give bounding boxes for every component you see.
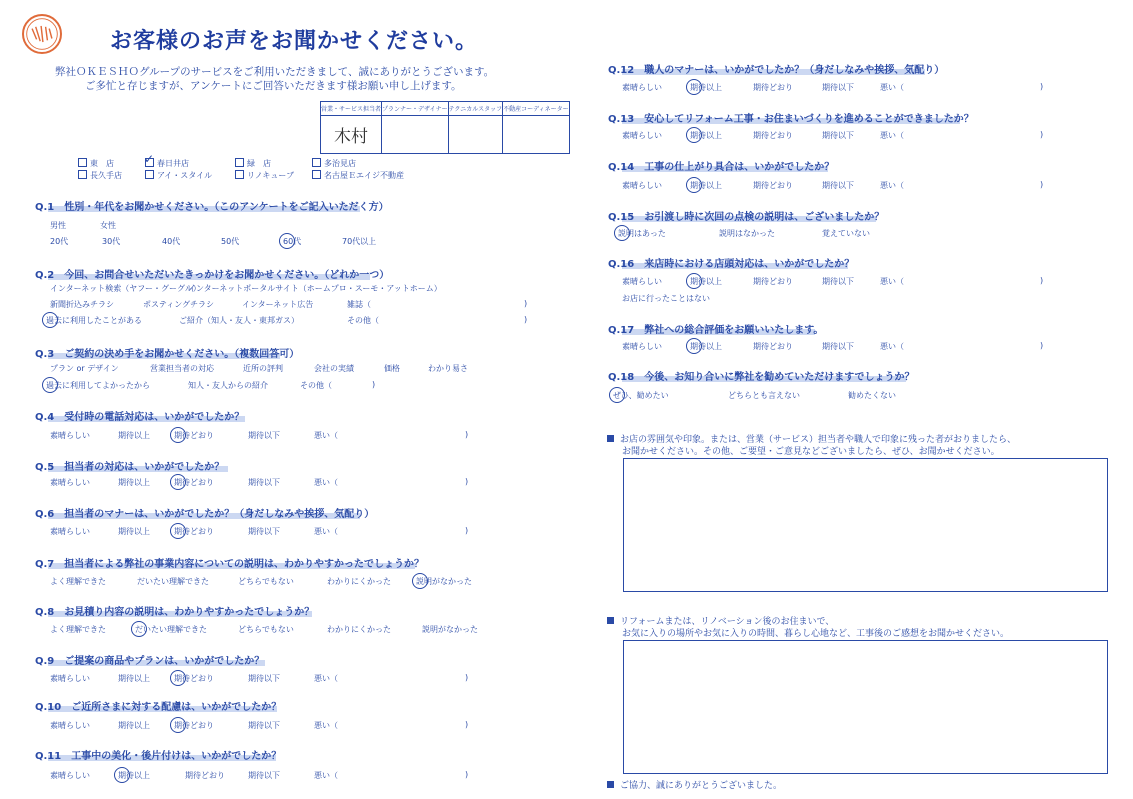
answer-option[interactable]: 知人・友人からの紹介	[188, 381, 268, 390]
answer-option[interactable]: 期待どおり	[174, 478, 214, 487]
answer-option[interactable]: 素晴らしい	[622, 131, 662, 140]
selected-answer-circle	[42, 312, 58, 328]
shop-checkbox-midori[interactable]: 緑 店	[235, 158, 271, 169]
checkbox-icon	[78, 170, 87, 179]
answer-option[interactable]: 期待以上	[690, 342, 722, 351]
answer-option[interactable]: 会社の実績	[314, 364, 354, 373]
thanks-message: ご協力、誠にありがとうございました。	[607, 778, 782, 791]
selected-answer-circle	[42, 377, 58, 393]
answer-option[interactable]: 期待以上	[118, 674, 150, 683]
answer-option[interactable]: 素晴らしい	[50, 721, 90, 730]
answer-option[interactable]: ポスティングチラシ	[143, 300, 215, 309]
right-question-4: Q.15 お引渡し時に次回の点検の説明は、ございましたか？	[608, 212, 885, 223]
answer-option[interactable]: 期待以上	[690, 181, 722, 190]
answer-option[interactable]: 素晴らしい	[50, 771, 90, 780]
selected-answer-circle	[131, 621, 147, 637]
answer-option[interactable]: 60代	[283, 237, 302, 246]
selected-answer-circle	[170, 523, 186, 539]
shop-checkbox-nagoya-eage[interactable]: 名古屋Ｅエイジ不動産	[312, 170, 404, 181]
answer-option[interactable]: 素晴らしい	[50, 674, 90, 683]
answer-option[interactable]: ご紹介（知人・友人・東邦ガス）	[179, 316, 299, 325]
answer-option[interactable]: 期待どおり	[174, 431, 214, 440]
company-seal	[22, 14, 62, 54]
answer-option[interactable]: 説明はなかった	[719, 229, 775, 238]
answer-option[interactable]: 過去に利用してよかったから	[46, 381, 150, 390]
answer-option[interactable]: 女性	[100, 221, 116, 230]
answer-option: 悪い（	[880, 83, 904, 92]
answer-option[interactable]: 期待どおり	[753, 181, 793, 190]
answer-option[interactable]: 説明はあった	[618, 229, 666, 238]
answer-option[interactable]: 期待以上	[690, 277, 722, 286]
answer-option[interactable]: 期待以下	[248, 431, 280, 440]
selected-answer-circle	[170, 717, 186, 733]
left-question-7: Q.7 担当者による弊社の事業内容についての説明は、わかりやすかったでしょうか？	[35, 559, 425, 570]
answer-option[interactable]: わかりにくかった	[327, 625, 391, 634]
staff-value-planner[interactable]	[382, 116, 449, 154]
answer-option[interactable]: 素晴らしい	[622, 83, 662, 92]
answer-option: )	[524, 315, 528, 324]
answer-option[interactable]: 30代	[102, 237, 121, 246]
answer-option[interactable]: ぜひ、勧めたい	[613, 391, 669, 400]
answer-option[interactable]: だいたい理解できた	[137, 577, 209, 586]
answer-option[interactable]: 期待以上	[118, 527, 150, 536]
square-bullet-icon	[607, 617, 614, 624]
right-question-1: Q.12 職人のマナーは、いかがでしたか？（身だしなみや挨拶、気配り）	[608, 65, 945, 76]
shop-checkbox-tajimi[interactable]: 多治見店	[312, 158, 356, 169]
answer-option[interactable]: 期待どおり	[753, 342, 793, 351]
answer-option: )	[1040, 180, 1044, 189]
answer-option[interactable]: 期待以下	[248, 478, 280, 487]
answer-option: 悪い（	[880, 277, 904, 286]
checkbox-icon	[78, 158, 87, 167]
check-mark-icon: ✓	[144, 152, 155, 166]
answer-option[interactable]: 期待以下	[248, 674, 280, 683]
answer-option[interactable]: わかり易さ	[428, 364, 468, 373]
selected-answer-circle	[609, 387, 625, 403]
answer-option: 悪い（	[314, 527, 338, 536]
answer-option[interactable]: 期待以下	[822, 181, 854, 190]
staff-value-realestate[interactable]	[503, 116, 570, 154]
answer-option[interactable]: 新聞折込みチラシ	[50, 300, 114, 309]
answer-option[interactable]: 期待以上	[118, 721, 150, 730]
answer-option[interactable]: 20代	[50, 237, 69, 246]
answer-option[interactable]: 期待どおり	[185, 771, 225, 780]
answer-option[interactable]: 過去に利用したことがある	[46, 316, 142, 325]
answer-option: )	[1040, 82, 1044, 91]
answer-option[interactable]: だいたい理解できた	[135, 625, 207, 634]
answer-option: )	[465, 526, 469, 535]
checkbox-icon	[312, 170, 321, 179]
answer-option: 悪い（	[314, 771, 338, 780]
shop-checkbox-renocube[interactable]: リノキューブ	[235, 170, 294, 181]
answer-option[interactable]: インターネット検索（ヤフー・グーグル）	[50, 284, 201, 293]
selected-answer-circle	[412, 573, 428, 589]
answer-option: )	[1040, 130, 1044, 139]
answer-option[interactable]: 期待以下	[248, 771, 280, 780]
answer-option[interactable]: どちらでもない	[238, 577, 294, 586]
answer-option[interactable]: 覚えていない	[822, 229, 870, 238]
answer-option: )	[1040, 341, 1044, 350]
answer-option: )	[465, 770, 469, 779]
intro-line-2: ご多忙と存じますが、アンケートにご回答いただきます様お願い申し上げます。	[85, 80, 462, 92]
answer-option[interactable]: 説明がなかった	[416, 577, 472, 586]
answer-option[interactable]: 素晴らしい	[50, 478, 90, 487]
staff-header-realestate: 不動産コーディネーター	[503, 102, 570, 116]
checkbox-icon	[235, 170, 244, 179]
answer-option[interactable]: 期待以下	[822, 277, 854, 286]
staff-value-sales[interactable]: 木村	[321, 116, 382, 154]
selected-answer-circle	[686, 338, 702, 354]
answer-option[interactable]: 期待以下	[822, 342, 854, 351]
answer-option[interactable]: 期待以下	[822, 131, 854, 140]
staff-table	[320, 101, 570, 154]
answer-option: )	[465, 430, 469, 439]
checkbox-icon	[312, 158, 321, 167]
answer-option[interactable]: 期待以上	[118, 431, 150, 440]
answer-option[interactable]: 期待どおり	[174, 721, 214, 730]
answer-option[interactable]: どちらでもない	[238, 625, 294, 634]
shop-checkbox-istyle[interactable]: アイ・スタイル	[145, 170, 212, 181]
right-question-5: Q.16 来店時における店頭対応は、いかがでしたか？	[608, 259, 855, 270]
answer-option[interactable]: どちらとも言えない	[728, 391, 800, 400]
answer-option[interactable]: 素晴らしい	[50, 431, 90, 440]
answer-option[interactable]: 期待どおり	[753, 83, 793, 92]
left-question-2: Q.2 今回、お問合せいただいたきっかけをお聞かせください。（どれか一つ）	[35, 270, 390, 281]
answer-option[interactable]: よく理解できた	[50, 577, 106, 586]
answer-option: 悪い（	[314, 431, 338, 440]
answer-option[interactable]: 期待以下	[248, 721, 280, 730]
answer-option: 悪い（	[314, 478, 338, 487]
answer-option[interactable]: お店に行ったことはない	[622, 294, 710, 303]
staff-value-technical[interactable]	[448, 116, 502, 154]
answer-option: その他（	[347, 316, 379, 325]
answer-option[interactable]: よく理解できた	[50, 625, 106, 634]
answer-option[interactable]: 男性	[50, 221, 66, 230]
answer-option[interactable]: 期待以上	[118, 771, 150, 780]
answer-option: )	[1040, 276, 1044, 285]
answer-option: 悪い（	[880, 342, 904, 351]
left-question-9: Q.9 ご提案の商品やプランは、いかがでしたか？	[35, 656, 265, 667]
answer-option[interactable]: 期待どおり	[753, 277, 793, 286]
comment-1-label-2: お聞かせください。その他、ご要望・ご意見などございましたら、ぜひ、お聞かせください。	[622, 447, 1000, 457]
staff-header-technical: テクニカルスタッフ	[448, 102, 502, 116]
answer-option[interactable]: 近所の評判	[243, 364, 283, 373]
left-question-3: Q.3 ご契約の決め手をお聞かせください。（複数回答可）	[35, 349, 300, 360]
answer-option[interactable]: 期待以下	[248, 527, 280, 536]
answer-option[interactable]: 素晴らしい	[622, 277, 662, 286]
right-question-6: Q.17 弊社への総合評価をお願いいたします。	[608, 325, 824, 336]
answer-option: 悪い（	[880, 131, 904, 140]
answer-option: )	[465, 477, 469, 486]
selected-answer-circle	[170, 474, 186, 490]
answer-option[interactable]: 素晴らしい	[622, 181, 662, 190]
left-question-10: Q.10 ご近所さまに対する配慮は、いかがでしたか？	[35, 702, 282, 713]
answer-option[interactable]: インターネット広告	[242, 300, 314, 309]
comment-1-label: お店の雰囲気や印象。または、営業（サービス）担当者や職人で印象に残った者がおりましたら、	[607, 432, 1016, 445]
answer-option[interactable]: 期待以上	[690, 83, 722, 92]
shop-checkbox-higashi[interactable]: 東 店	[78, 158, 114, 169]
intro-line-1: 弊社ＯＫＥＳＨＯグループのサービスをご利用いただきまして、誠にありがとうございます。	[55, 66, 495, 78]
seal-mark-icon	[24, 16, 60, 52]
right-question-2: Q.13 安心してリフォーム工事・お住まいづくりを進めることができましたか？	[608, 114, 974, 125]
comment-1-textarea[interactable]	[623, 458, 1108, 592]
answer-option[interactable]: 勧めたくない	[848, 391, 896, 400]
answer-option[interactable]: 説明がなかった	[422, 625, 478, 634]
staff-header-sales: 営業・サービス担当者	[321, 102, 382, 116]
checkbox-icon	[235, 158, 244, 167]
checkbox-icon	[145, 170, 154, 179]
answer-option[interactable]: 期待以上	[690, 131, 722, 140]
answer-option[interactable]: プラン or デザイン	[50, 364, 119, 373]
answer-option: 悪い（	[880, 181, 904, 190]
answer-option: 悪い（	[314, 721, 338, 730]
square-bullet-icon	[607, 781, 614, 788]
answer-option[interactable]: 素晴らしい	[622, 342, 662, 351]
answer-option[interactable]: 期待以下	[822, 83, 854, 92]
left-question-8: Q.8 お見積り内容の説明は、わかりやすかったでしょうか？	[35, 607, 315, 618]
selected-answer-circle	[686, 79, 702, 95]
comment-2-label: リフォームまたは、リノベーション後のお住まいで、	[607, 614, 834, 627]
selected-answer-circle	[614, 225, 630, 241]
answer-option[interactable]: 価格	[384, 364, 400, 373]
answer-option[interactable]: 期待どおり	[174, 527, 214, 536]
comment-2-label-2: お気に入りの場所やお気に入りの時間、暮らし心地など、工事後のご感想をお聞かせください。	[622, 629, 1010, 639]
answer-option[interactable]: 期待どおり	[174, 674, 214, 683]
answer-option[interactable]: 40代	[162, 237, 181, 246]
selected-answer-circle	[114, 767, 130, 783]
answer-option[interactable]: 期待以上	[118, 478, 150, 487]
left-question-11: Q.11 工事中の美化・後片付けは、いかがでしたか？	[35, 751, 282, 762]
right-question-7: Q.18 今後、お知り合いに弊社を勧めていただけますでしょうか？	[608, 372, 915, 383]
answer-option: 悪い（	[314, 674, 338, 683]
selected-answer-circle	[170, 670, 186, 686]
selected-answer-circle	[279, 233, 295, 249]
answer-option: その他（	[300, 381, 332, 390]
left-question-4: Q.4 受付時の電話対応は、いかがでしたか？	[35, 412, 245, 423]
answer-option: )	[372, 380, 376, 389]
answer-option[interactable]: わかりにくかった	[327, 577, 391, 586]
right-question-3: Q.14 工事の仕上がり具合は、いかがでしたか？	[608, 162, 835, 173]
answer-option[interactable]: 営業担当者の対応	[150, 364, 214, 373]
selected-answer-circle	[686, 273, 702, 289]
answer-option[interactable]: インターネットポータルサイト（ホームプロ・スーモ・アットホーム）	[188, 284, 442, 293]
answer-option[interactable]: 素晴らしい	[50, 527, 90, 536]
staff-header-planner: プランナー・デザイナー	[382, 102, 449, 116]
answer-option[interactable]: 50代	[221, 237, 240, 246]
selected-answer-circle	[170, 427, 186, 443]
left-question-5: Q.5 担当者の対応は、いかがでしたか？	[35, 462, 225, 473]
answer-option: 雑誌（	[347, 300, 371, 309]
answer-option: )	[524, 299, 528, 308]
answer-option: )	[465, 720, 469, 729]
left-question-6: Q.6 担当者のマナーは、いかがでしたか？（身だしなみや挨拶、気配り）	[35, 509, 375, 520]
left-question-1: Q.1 性別・年代をお聞かせください。（このアンケートをご記入いただく方）	[35, 202, 389, 213]
selected-answer-circle	[686, 177, 702, 193]
shop-checkbox-nagakute[interactable]: 長久手店	[78, 170, 122, 181]
comment-2-textarea[interactable]	[623, 640, 1108, 774]
answer-option: )	[465, 673, 469, 682]
page-title: お客様のお声をお聞かせください。	[110, 29, 479, 54]
shop-checkbox-kasugai[interactable]: 春日井店	[145, 158, 189, 169]
answer-option[interactable]: 70代以上	[342, 237, 377, 246]
answer-option[interactable]: 期待どおり	[753, 131, 793, 140]
square-bullet-icon	[607, 435, 614, 442]
selected-answer-circle	[686, 127, 702, 143]
